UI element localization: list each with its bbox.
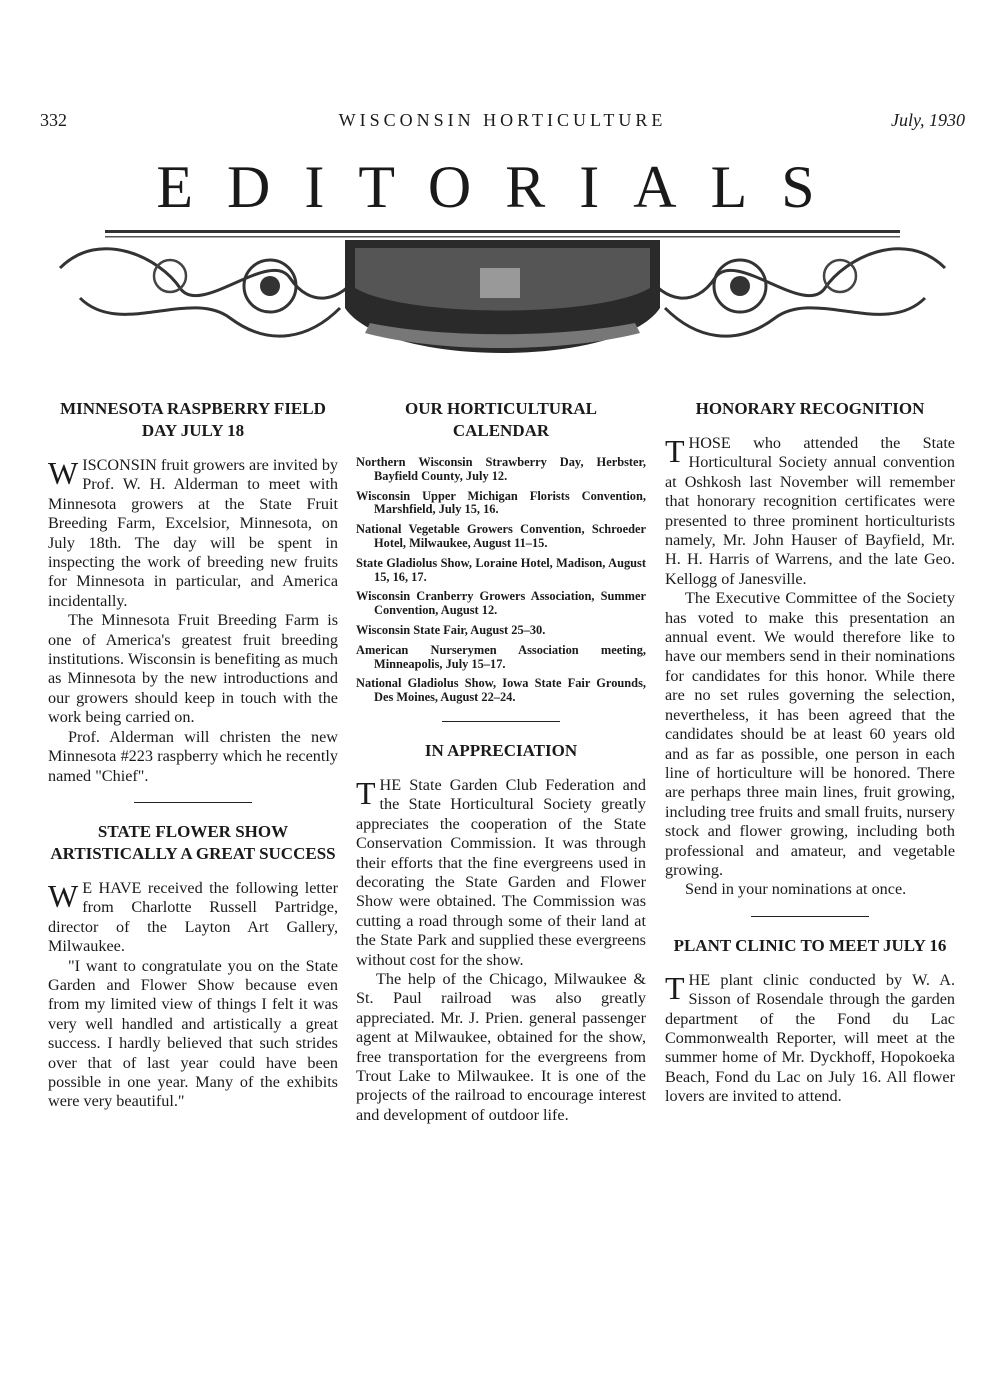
honorary-headline: HONORARY RECOGNITION bbox=[695, 399, 925, 418]
calendar-item: Wisconsin Cranberry Growers Association, Summer Convention, August 12. bbox=[356, 589, 646, 618]
drop-cap: T bbox=[665, 969, 685, 1006]
appreciation-headline: IN APPRECIATION bbox=[424, 740, 578, 760]
appreciation-paragraph-2: The help of the Chicago, Milwaukee & St. Paul railroad was also greatly appreciated. Mr. J. Prien. general passenger agent at Milwaukee, obtained for the show, free transportation for the evergreens from Trout Lake to Milwaukee. It is one of the projects of the railroad to encourage interest and development of outdoor life. bbox=[356, 970, 646, 1124]
section-divider bbox=[134, 802, 252, 803]
raspberry-headline: MINNESOTA RASPBERRY FIELD DAY JULY 18 bbox=[60, 399, 326, 440]
appreciation-paragraph-1: THE State Garden Club Federation and the State Horticultural Society greatly appreciates the cooperation of the State Conservation Commission. It was through their efforts that the fine evergreens used in decorating the State Garden and Flower Show were obtained. The Commission was cutting a road through some of their land at the State Park and supplied these evergreens without cost for the show. bbox=[356, 774, 646, 969]
calendar-item: Wisconsin Upper Michigan Florists Convention, Marshfield, July 15, 16. bbox=[356, 488, 646, 517]
calendar-headline: OUR HORTICULTURAL CALENDAR bbox=[405, 399, 597, 440]
drop-cap: T bbox=[665, 433, 685, 469]
raspberry-paragraph-1: WISCONSIN fruit growers are invited by Prof. W. H. Alderman to meet with Minnesota growers at the State Fruit Breeding Farm, Excelsior, Minnesota, on July 18th. The day will be spent in inspecting the work of breeding new fruits for Minnesota in particular, and America incidentally. bbox=[48, 455, 339, 610]
flower-show-headline: STATE FLOWER SHOW ARTISTICALLY A GREAT SUCCESS bbox=[50, 821, 336, 863]
clinic-headline: PLANT CLINIC TO MEET JULY 16 bbox=[673, 935, 947, 955]
editorials-banner: EDITORIALS bbox=[156, 154, 849, 220]
flower-show-paragraph-2: "I want to congratulate you on the State Garden and Flower Show because even from my limited view of things I felt it was very well handled and artistically a great success. I hardly believed that such strides over that of last year could have been possible in one year. Many of the exhibits were very beautiful." bbox=[48, 956, 338, 1111]
honorary-paragraph-3: Send in your nominations at once. bbox=[685, 880, 907, 899]
honorary-paragraph-2: The Executive Committee of the Society has voted to make this presentation an annual event. We would therefore like to have our members send in their nominations for candidates for this honor. While there are no set rules governing the selection, nevertheless, it has been agreed that the candidates should be at least 60 years old and as far as possible, one person in each line of horticulture will be honored. There are perhaps three main lines, fruit growing, including tree fruits and small fruits, nursery stock and flower growing, including both professional and amateur, and vegetable growing. bbox=[665, 589, 955, 879]
column-middle bbox=[356, 398, 646, 1125]
raspberry-paragraph-2: The Minnesota Fruit Breeding Farm is one of America's greatest fruit breeding institutions. Wisconsin is benefiting as much as Minnesota by the new introductions and our growers should keep in touch with the work being carried on. bbox=[48, 611, 338, 727]
calendar-item: National Vegetable Growers Convention, Schroeder Hotel, Milwaukee, August 11–15. bbox=[356, 522, 646, 550]
calendar-item: National Gladiolus Show, Iowa State Fair Grounds, Des Moines, August 22–24. bbox=[356, 676, 646, 705]
column-left bbox=[48, 398, 338, 1112]
raspberry-paragraph-3: Prof. Alderman will christen the new Minnesota #223 raspberry which he recently named "Chief". bbox=[48, 727, 338, 785]
calendar-item: Wisconsin State Fair, August 25–30. bbox=[356, 622, 546, 637]
issue-date: July, 1930 bbox=[891, 110, 965, 130]
calendar-item: American Nurserymen Association meeting, Minneapolis, July 15–17. bbox=[356, 642, 646, 671]
ornamental-header-engraving bbox=[40, 228, 965, 378]
calendar-item: Northern Wisconsin Strawberry Day, Herbster, Bayfield County, July 12. bbox=[356, 455, 646, 483]
calendar-item: State Gladiolus Show, Loraine Hotel, Madison, August 15, 16, 17. bbox=[356, 555, 646, 584]
drop-cap: T bbox=[356, 774, 376, 811]
calendar-list bbox=[356, 456, 646, 705]
section-divider bbox=[442, 721, 560, 722]
page-number: 332 bbox=[40, 110, 67, 130]
publication-title: WISCONSIN HORTICULTURE bbox=[338, 110, 667, 130]
section-divider bbox=[751, 916, 869, 917]
running-header bbox=[40, 110, 965, 134]
honorary-paragraph-1: THOSE who attended the State Horticultural Society annual convention at Oshkosh last November will remember that honorary recognition certificates were presented to three prominent horticulturists namely, Mr. John Hauser of Bayfield, Mr. H. H. Harris of Warrens, and the late Geo. Kellogg of Janesville. bbox=[665, 433, 955, 588]
flower-show-paragraph-1: W E HAVE received the following letter from Charlotte Russell Partridge, director of the Layton Art Gallery, Milwaukee. bbox=[48, 877, 338, 956]
clinic-paragraph-1: THE plant clinic conducted by W. A. Sisson of Rosendale through the garden department of the Fond du Lac Commonwealth Reporter, will meet at the summer home of Mr. Dyckhoff, Hopokoeka Beach, Fond du Lac on July 16. All flower lovers are invited to attend. bbox=[665, 969, 955, 1106]
column-right bbox=[665, 398, 955, 1107]
drop-cap: W bbox=[48, 877, 79, 914]
drop-cap: W bbox=[48, 455, 79, 491]
